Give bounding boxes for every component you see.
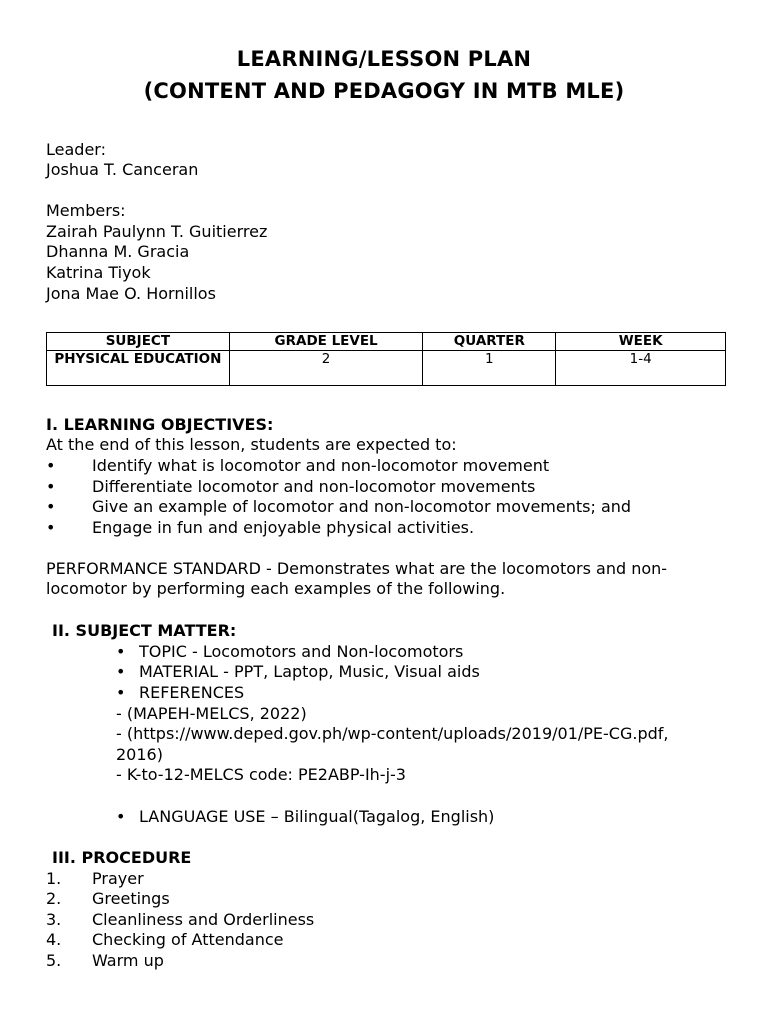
bullet-glyph: • [46, 477, 56, 496]
bullet-glyph: • [116, 662, 126, 681]
objectives-intro: At the end of this lesson, students are expected to: [46, 435, 457, 454]
header-subject: SUBJECT [47, 333, 230, 351]
leader-name: Joshua T. Canceran [46, 160, 199, 179]
lesson-info-table [46, 332, 726, 386]
objective-text: Identify what is locomotor and non-locomotor movement [92, 456, 550, 475]
header-grade-level: GRADE LEVEL [229, 333, 423, 351]
members-label: Members: [46, 201, 126, 220]
procedure-text: Prayer [92, 869, 144, 888]
document-title-line1: LEARNING/LESSON PLAN [236, 47, 532, 71]
leader-label: Leader: [46, 140, 106, 159]
procedure-number: 1. [46, 869, 62, 888]
bullet-glyph: • [116, 683, 126, 702]
procedure-text: Checking of Attendance [92, 930, 284, 949]
reference-item: - (MAPEH-MELCS, 2022) [116, 704, 307, 723]
objective-text: Give an example of locomotor and non-locomotor movements; and [92, 497, 632, 516]
material-text: MATERIAL - PPT, Laptop, Music, Visual aids [139, 662, 480, 681]
objective-text: Engage in fun and enjoyable physical activities. [92, 518, 475, 537]
table-header-row [47, 333, 726, 351]
cell-week: 1-4 [556, 351, 726, 386]
table-row [47, 351, 726, 386]
procedure-number: 5. [46, 951, 62, 970]
reference-item: 2016) [116, 745, 163, 764]
procedure-text: Cleanliness and Orderliness [92, 910, 315, 929]
performance-standard-line1: PERFORMANCE STANDARD - Demonstrates what are the locomotors and non- [46, 559, 668, 578]
topic-text: TOPIC - Locomotors and Non-locomotors [139, 642, 464, 661]
reference-item: - (https://www.deped.gov.ph/wp-content/uploads/2019/01/PE-CG.pdf, [116, 724, 669, 743]
header-week: WEEK [556, 333, 726, 351]
member-name: Katrina Tiyok [46, 263, 151, 282]
bullet-glyph: • [46, 497, 56, 516]
cell-grade-level: 2 [229, 351, 423, 386]
language-use-text: LANGUAGE USE – Bilingual(Tagalog, English) [139, 807, 495, 826]
member-name: Jona Mae O. Hornillos [46, 284, 216, 303]
procedure-text: Warm up [92, 951, 164, 970]
header-quarter: QUARTER [423, 333, 556, 351]
reference-item: - K-to-12-MELCS code: PE2ABP-Ih-j-3 [116, 765, 406, 784]
references-text: REFERENCES [139, 683, 245, 702]
subject-matter-heading: II. SUBJECT MATTER: [52, 621, 237, 640]
bullet-glyph: • [116, 807, 126, 826]
document-title-line2: (CONTENT AND PEDAGOGY IN MTB MLE) [143, 79, 625, 103]
bullet-glyph: • [116, 642, 126, 661]
cell-subject: PHYSICAL EDUCATION [47, 351, 230, 386]
cell-quarter: 1 [423, 351, 556, 386]
procedure-number: 3. [46, 910, 62, 929]
member-name: Dhanna M. Gracia [46, 242, 190, 261]
performance-standard-line2: locomotor by performing each examples of the following. [46, 579, 506, 598]
objective-text: Differentiate locomotor and non-locomotor movements [92, 477, 536, 496]
procedure-number: 2. [46, 889, 62, 908]
bullet-glyph: • [46, 456, 56, 475]
procedure-number: 4. [46, 930, 62, 949]
objectives-heading: I. LEARNING OBJECTIVES: [46, 415, 274, 434]
procedure-text: Greetings [92, 889, 170, 908]
member-name: Zairah Paulynn T. Guitierrez [46, 222, 268, 241]
bullet-glyph: • [46, 518, 56, 537]
procedure-heading: III. PROCEDURE [52, 848, 192, 867]
